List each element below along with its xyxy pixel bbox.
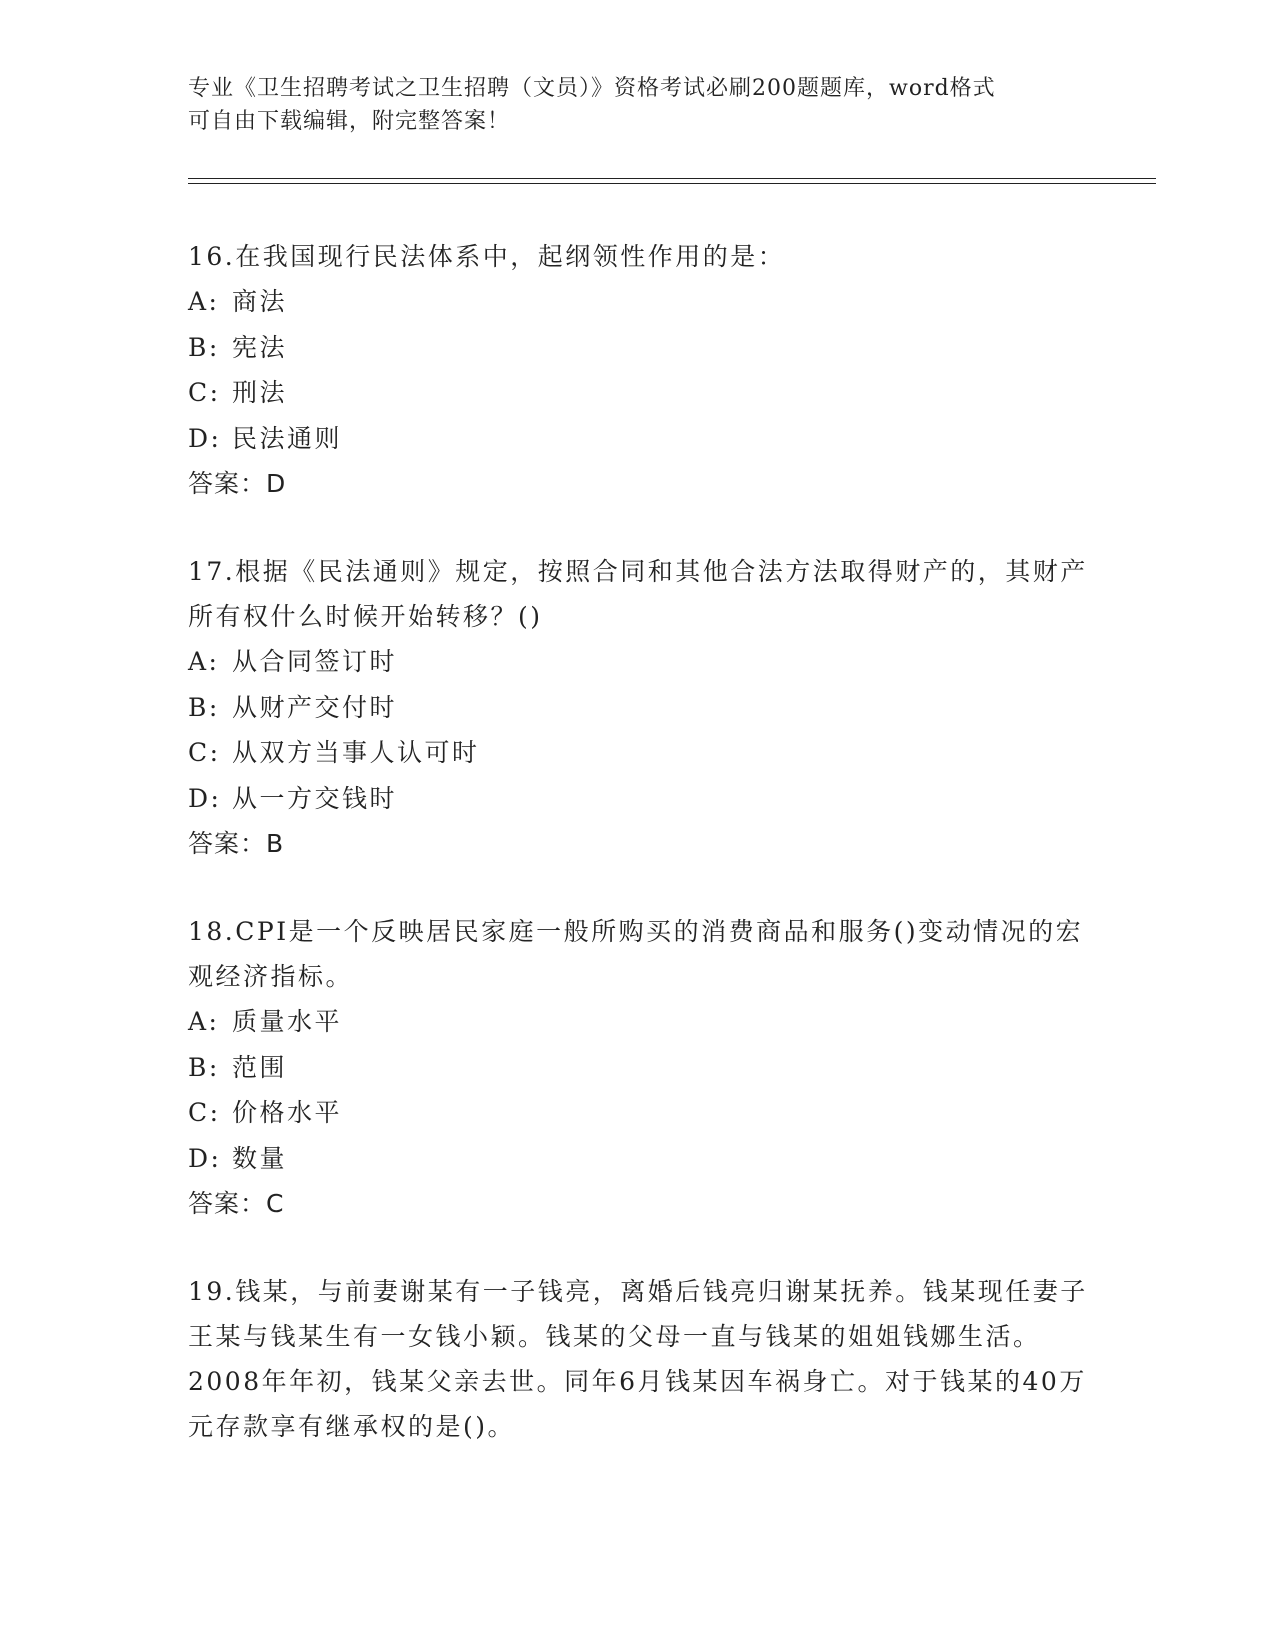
document-header — [188, 72, 1088, 138]
option-key: C: — [188, 378, 221, 407]
question-text: 19.钱某，与前妻谢某有一子钱亮，离婚后钱亮归谢某抚养。钱某现任妻子王某与钱某生有一女钱小颖。钱某的父母一直与钱某的姐姐钱娜生活。2008年年初，钱某父亲去世。同年6月钱某因车祸身亡。对于钱某的40万元存款享有继承权的是()。 — [188, 1277, 1088, 1441]
option-text: 数量 — [232, 1143, 288, 1173]
option-key: D: — [188, 423, 222, 453]
option-a — [188, 999, 1088, 1045]
option-text: 从双方当事人认可时 — [232, 738, 480, 767]
option-text: 从财产交付时 — [232, 692, 398, 722]
question-text: 18.CPI是一个反映居民家庭一般所购买的消费商品和服务()变动情况的宏观经济指标。 — [188, 917, 1084, 991]
option-d — [188, 1136, 1088, 1182]
answer-line: 答案：B — [188, 829, 285, 858]
question-text: 17.根据《民法通则》规定，按照合同和其他合法方法取得财产的，其财产所有权什么时候开始转移？() — [188, 557, 1088, 631]
option-text: 民法通则 — [232, 423, 343, 453]
option-b — [188, 325, 1088, 371]
option-text: 价格水平 — [232, 1098, 343, 1127]
option-key: D: — [188, 1143, 222, 1173]
option-text: 从一方交钱时 — [232, 783, 398, 813]
option-c — [188, 1090, 1088, 1136]
question-list — [188, 234, 1088, 1492]
header-rule-bottom — [188, 183, 1156, 184]
option-key: B: — [188, 692, 220, 722]
option-d — [188, 776, 1088, 822]
option-key: A: — [188, 1007, 220, 1036]
option-key: A: — [188, 647, 220, 676]
option-d — [188, 416, 1088, 462]
option-b — [188, 685, 1088, 731]
question-text: 16.在我国现行民法体系中，起纲领性作用的是： — [188, 242, 786, 271]
option-text: 刑法 — [232, 378, 288, 407]
option-key: B: — [188, 1052, 220, 1082]
question-17 — [188, 549, 1088, 866]
option-key: D: — [188, 783, 222, 813]
option-text: 宪法 — [232, 332, 288, 362]
question-16 — [188, 234, 1088, 506]
option-key: B: — [188, 332, 220, 362]
answer-line: 答案：D — [188, 469, 287, 498]
option-b — [188, 1045, 1088, 1091]
header-line-2: 可自由下载编辑，附完整答案！ — [188, 109, 511, 134]
header-rule-top — [188, 178, 1156, 179]
option-a — [188, 639, 1088, 685]
option-text: 商法 — [232, 287, 288, 316]
question-19 — [188, 1269, 1088, 1449]
answer-line: 答案：C — [188, 1189, 285, 1218]
option-a — [188, 279, 1088, 325]
option-key: C: — [188, 738, 221, 767]
option-c — [188, 370, 1088, 416]
option-key: C: — [188, 1098, 221, 1127]
option-key: A: — [188, 287, 220, 316]
option-text: 从合同签订时 — [232, 647, 398, 676]
option-text: 质量水平 — [232, 1007, 343, 1036]
option-text: 范围 — [232, 1052, 288, 1082]
question-18 — [188, 909, 1088, 1226]
header-line-1: 专业《卫生招聘考试之卫生招聘（文员）》资格考试必刷200题题库，word格式 — [188, 76, 996, 101]
option-c — [188, 730, 1088, 776]
